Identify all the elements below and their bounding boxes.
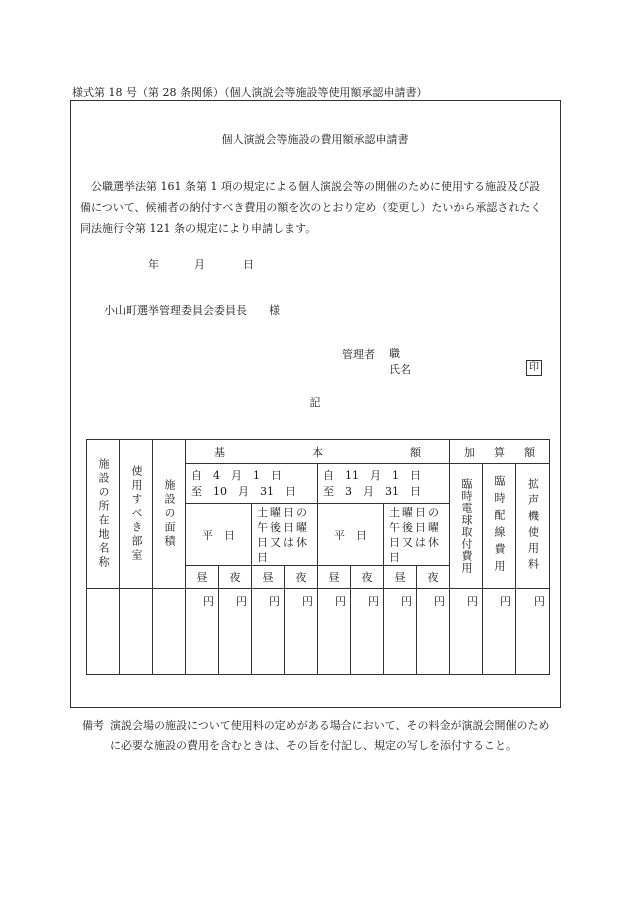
yen-cell[interactable]: 円 xyxy=(318,589,351,675)
yen-cell[interactable]: 円 xyxy=(417,589,450,675)
form-number-header: 様式第 18 号（第 28 条関係）（個人演説会等施設等使用額承認申請書） xyxy=(72,86,428,99)
header-base-amount: 基 本 額 xyxy=(186,440,450,464)
header-room: 使用すべき部室 xyxy=(120,440,153,589)
date-day: 日 xyxy=(243,258,254,271)
yen-cell[interactable]: 円 xyxy=(483,589,516,675)
night-col: 夜 xyxy=(351,566,384,589)
date-year: 年 xyxy=(148,258,159,271)
yen-cell[interactable]: 円 xyxy=(351,589,384,675)
day-col: 昼 xyxy=(252,566,285,589)
ki-heading: 記 xyxy=(309,396,321,409)
night-col: 夜 xyxy=(219,566,252,589)
application-body-text: 公職選挙法第 161 条第 1 項の規定による個人演説会等の開催のために使用する施設及び設備について、候補者の納付すべき費用の額を次のとおり定め（変更し）たいから承認されたく同法施行令第 121 条の規定により申請します。 xyxy=(80,180,542,235)
yen-cell[interactable]: 円 xyxy=(219,589,252,675)
holiday-summer: 土曜日の午後日曜日又は休日 xyxy=(252,504,318,566)
yen-cell[interactable]: 円 xyxy=(450,589,483,675)
header-temp-wiring: 臨時配線費用 xyxy=(483,464,516,589)
cost-table xyxy=(86,439,550,675)
room-cell[interactable] xyxy=(120,589,153,675)
admin-name-label: 氏名 xyxy=(389,363,411,376)
admin-label: 管理者 xyxy=(342,348,375,361)
admin-position-label: 職 xyxy=(389,347,400,360)
night-col: 夜 xyxy=(285,566,318,589)
header-temp-bulb: 臨時電球取付費用 xyxy=(450,464,483,589)
day-col: 昼 xyxy=(318,566,351,589)
remarks-text: 演説会場の施設について使用料の定めがある場合において、その料金が演説会開催のために必要な施設の費用を含むときは、その旨を付記し、規定の写しを添付すること。 xyxy=(110,719,550,752)
facility-cell[interactable] xyxy=(87,589,120,675)
holiday-winter: 土曜日の午後日曜日又は休日 xyxy=(384,504,450,566)
admin-fields xyxy=(389,346,411,378)
area-cell[interactable] xyxy=(153,589,186,675)
yen-cell[interactable]: 円 xyxy=(186,589,219,675)
period-summer: 自 4 月 1 日 至 10 月 31 日 xyxy=(186,464,318,504)
header-additional-amount: 加 算 額 xyxy=(450,440,550,464)
day-col: 昼 xyxy=(384,566,417,589)
header-area: 施設の面積 xyxy=(153,440,186,589)
night-col: 夜 xyxy=(417,566,450,589)
yen-cell[interactable]: 円 xyxy=(252,589,285,675)
addressee: 小山町選挙管理委員会委員長 様 xyxy=(104,304,280,317)
yen-cell[interactable]: 円 xyxy=(384,589,417,675)
remarks xyxy=(82,716,560,756)
document-title: 個人演説会等施設の費用額承認申請書 xyxy=(221,133,409,146)
day-col: 昼 xyxy=(186,566,219,589)
weekday-summer: 平 日 xyxy=(186,504,252,566)
header-loudspeaker: 拡声機使用料 xyxy=(516,464,550,589)
yen-cell[interactable]: 円 xyxy=(285,589,318,675)
header-facility: 施設の所在地名称 xyxy=(87,440,120,589)
weekday-winter: 平 日 xyxy=(318,504,384,566)
remarks-label: 備考 xyxy=(82,719,104,732)
yen-cell[interactable]: 円 xyxy=(516,589,550,675)
period-winter: 自 11 月 1 日 至 3 月 31 日 xyxy=(318,464,450,504)
date-month: 月 xyxy=(194,258,205,271)
seal-box: 印 xyxy=(526,360,542,376)
